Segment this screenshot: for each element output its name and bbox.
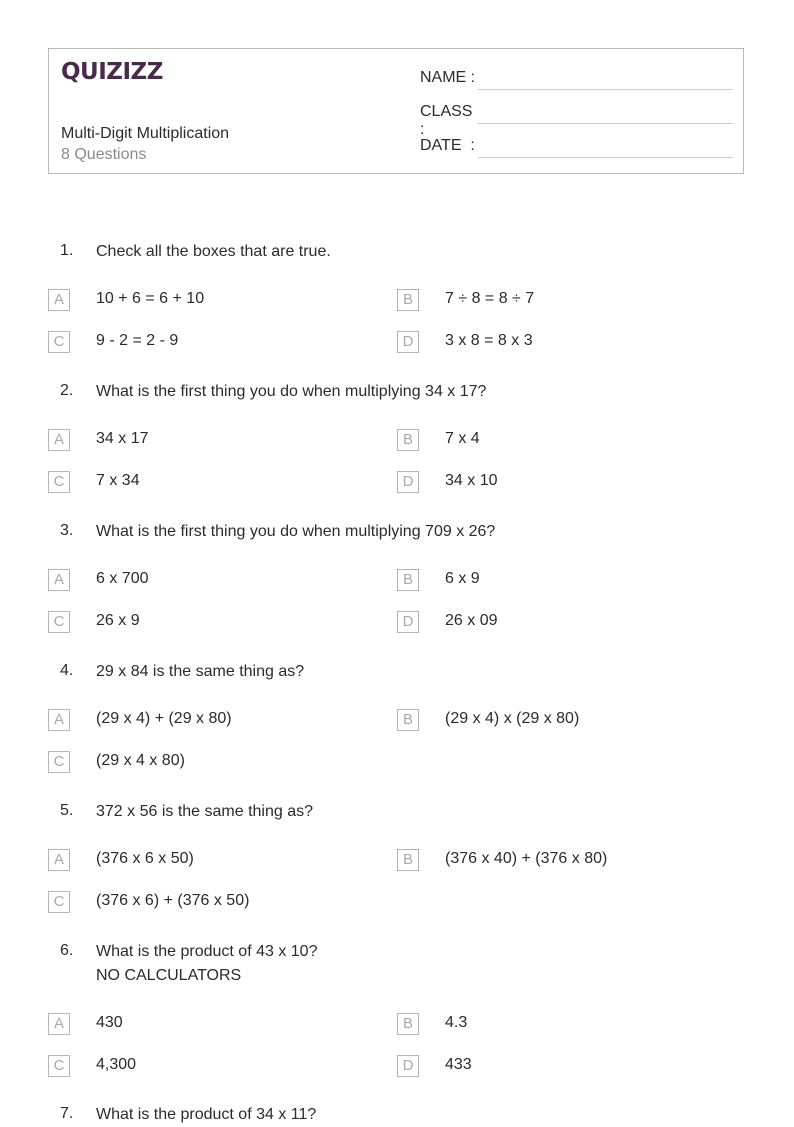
option-text-b: (376 x 40) + (376 x 80) xyxy=(445,850,608,867)
worksheet-header xyxy=(48,48,744,174)
question-line: What is the first thing you do when multiplying 34 x 17? xyxy=(96,383,487,400)
question-text xyxy=(96,1103,316,1127)
worksheet-title: Multi-Digit Multiplication xyxy=(61,125,230,142)
class-line[interactable] xyxy=(478,123,733,124)
option-text-a: 430 xyxy=(96,1014,123,1031)
option-checkbox-b[interactable]: B xyxy=(397,709,419,731)
question-number: 7. xyxy=(60,1105,74,1122)
option-checkbox-a[interactable]: A xyxy=(48,289,70,311)
question-line: Check all the boxes that are true. xyxy=(96,243,331,260)
date-field xyxy=(420,137,476,155)
option-checkbox-a[interactable]: A xyxy=(48,429,70,451)
option-checkbox-a[interactable]: A xyxy=(48,1013,70,1035)
question-line: What is the first thing you do when multiplying 709 x 26? xyxy=(96,523,496,540)
option-checkbox-d[interactable]: D xyxy=(397,1055,419,1077)
question-line: 29 x 84 is the same thing as? xyxy=(96,663,305,680)
name-line[interactable] xyxy=(478,89,733,90)
question-text xyxy=(96,660,304,684)
option-checkbox-b[interactable]: B xyxy=(397,569,419,591)
option-checkbox-b[interactable]: B xyxy=(397,849,419,871)
option-text-c: (376 x 6) + (376 x 50) xyxy=(96,892,250,909)
option-checkbox-c[interactable]: C xyxy=(48,331,70,353)
option-checkbox-b[interactable]: B xyxy=(397,429,419,451)
question-number: 4. xyxy=(60,662,74,679)
option-checkbox-d[interactable]: D xyxy=(397,611,419,633)
question-line: 372 x 56 is the same thing as? xyxy=(96,803,314,820)
option-text-d: 3 x 8 = 8 x 3 xyxy=(445,332,533,349)
class-field xyxy=(420,103,476,139)
question-number: 6. xyxy=(60,942,74,959)
option-checkbox-c[interactable]: C xyxy=(48,471,70,493)
option-text-b: (29 x 4) x (29 x 80) xyxy=(445,710,580,727)
question-number: 3. xyxy=(60,522,74,539)
option-checkbox-b[interactable]: B xyxy=(397,1013,419,1035)
quizizz-logo: QUIZIZZ xyxy=(61,59,163,85)
option-checkbox-c[interactable]: C xyxy=(48,611,70,633)
question-text xyxy=(96,940,317,988)
question-number: 1. xyxy=(60,242,74,259)
option-text-b: 4.3 xyxy=(445,1014,468,1031)
question-line: NO CALCULATORS xyxy=(96,967,242,984)
option-checkbox-b[interactable]: B xyxy=(397,289,419,311)
date-line[interactable] xyxy=(478,157,733,158)
option-text-c: (29 x 4 x 80) xyxy=(96,752,185,769)
question-line: What is the product of 43 x 10? xyxy=(96,943,318,960)
option-checkbox-a[interactable]: A xyxy=(48,569,70,591)
question-text xyxy=(96,520,495,544)
name-field xyxy=(420,69,476,87)
question-text xyxy=(96,240,331,264)
option-checkbox-a[interactable]: A xyxy=(48,709,70,731)
option-text-b: 7 x 4 xyxy=(445,430,480,447)
question-count: 8 Questions xyxy=(61,146,147,163)
option-text-c: 26 x 9 xyxy=(96,612,140,629)
option-text-d: 433 xyxy=(445,1056,472,1073)
question-text xyxy=(96,800,313,824)
option-text-b: 6 x 9 xyxy=(445,570,480,587)
option-text-c: 4,300 xyxy=(96,1056,137,1073)
option-text-c: 9 - 2 = 2 - 9 xyxy=(96,332,179,349)
option-checkbox-c[interactable]: C xyxy=(48,1055,70,1077)
name-label: NAME : xyxy=(420,69,476,86)
option-checkbox-c[interactable]: C xyxy=(48,891,70,913)
class-label: CLASS : xyxy=(420,103,473,138)
option-checkbox-a[interactable]: A xyxy=(48,849,70,871)
date-label: DATE : xyxy=(420,137,475,154)
option-text-a: (29 x 4) + (29 x 80) xyxy=(96,710,232,727)
option-text-a: (376 x 6 x 50) xyxy=(96,850,194,867)
option-checkbox-d[interactable]: D xyxy=(397,331,419,353)
question-line: What is the product of 34 x 11? xyxy=(96,1106,317,1123)
option-checkbox-c[interactable]: C xyxy=(48,751,70,773)
option-text-a: 6 x 700 xyxy=(96,570,149,587)
option-text-a: 34 x 17 xyxy=(96,430,149,447)
question-text xyxy=(96,380,486,404)
option-text-d: 34 x 10 xyxy=(445,472,498,489)
question-number: 2. xyxy=(60,382,74,399)
option-text-b: 7 ÷ 8 = 8 ÷ 7 xyxy=(445,290,535,307)
option-text-a: 10 + 6 = 6 + 10 xyxy=(96,290,205,307)
option-text-d: 26 x 09 xyxy=(445,612,498,629)
question-number: 5. xyxy=(60,802,74,819)
option-checkbox-d[interactable]: D xyxy=(397,471,419,493)
option-text-c: 7 x 34 xyxy=(96,472,140,489)
